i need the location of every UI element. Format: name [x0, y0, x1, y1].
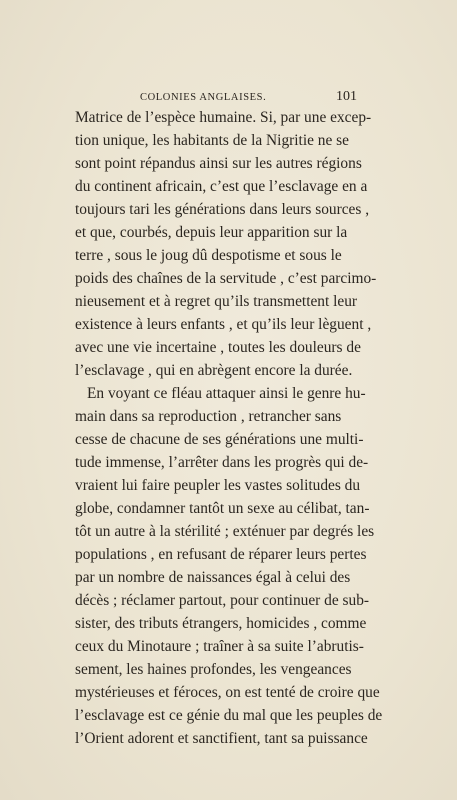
text-line: nieusement et à regret qu’ils transmettent leur [75, 293, 358, 310]
text-line: ceux du Minotaure ; traîner à sa suite l’abrutis- [75, 638, 364, 655]
text-line: et que, courbés, depuis leur apparition sur la [75, 224, 348, 241]
text-line: du continent africain, c’est que l’esclavage en a [75, 178, 368, 195]
text-line: l’esclavage est ce génie du mal que les peuples de [75, 707, 383, 724]
text-line: l’esclavage , qui en abrègent encore la durée. [75, 362, 353, 379]
text-line: l’Orient adorent et sanctifient, tant sa puissance [75, 730, 368, 747]
text-line: décès ; réclamer partout, pour continuer de sub- [75, 592, 370, 609]
text-line: avec une vie incertaine , toutes les douleurs de [75, 339, 361, 356]
text-line: mystérieuses et féroces, on est tenté de croire que [75, 684, 380, 701]
running-head [0, 88, 457, 108]
text-line: par un nombre de naissances égal à celui des [75, 569, 351, 586]
text-line: cesse de chacune de ses générations une multi- [75, 431, 364, 448]
text-line: Matrice de l’espèce humaine. Si, par une excep- [75, 109, 372, 126]
text-line: sement, les haines profondes, les vengeances [75, 661, 352, 678]
text-line: populations , en refusant de réparer leurs pertes [75, 546, 367, 563]
text-line: toujours tari les générations dans leurs sources , [75, 201, 370, 218]
paragraph-first-line: En voyant ce fléau attaquer ainsi le genre hu- [87, 385, 366, 402]
text-line: terre , sous le joug dû despotisme et sous le [75, 247, 342, 264]
running-title: COLONIES ANGLAISES. [140, 92, 267, 103]
page-number: 101 [336, 89, 357, 104]
text-line: main dans sa reproduction , retrancher sans [75, 408, 342, 425]
text-line: poids des chaînes de la servitude , c’est parcimo- [75, 270, 377, 287]
text-line: tude immense, l’arrêter dans les progrès qui de- [75, 454, 369, 471]
text-line: vraient lui faire peupler les vastes solitudes du [75, 477, 361, 494]
text-line: existence à leurs enfants , et qu’ils leur lèguent , [75, 316, 372, 333]
text-line: sont point répandus ainsi sur les autres régions [75, 155, 362, 172]
text-line: sister, des tributs étrangers, homicides , comme [75, 615, 367, 632]
text-line: globe, condamner tantôt un sexe au célibat, tan- [75, 500, 370, 517]
text-line: tôt un autre à la stérilité ; exténuer par degrés les [75, 523, 375, 540]
text-line: tion unique, les habitants de la Nigritie ne se [75, 132, 349, 149]
